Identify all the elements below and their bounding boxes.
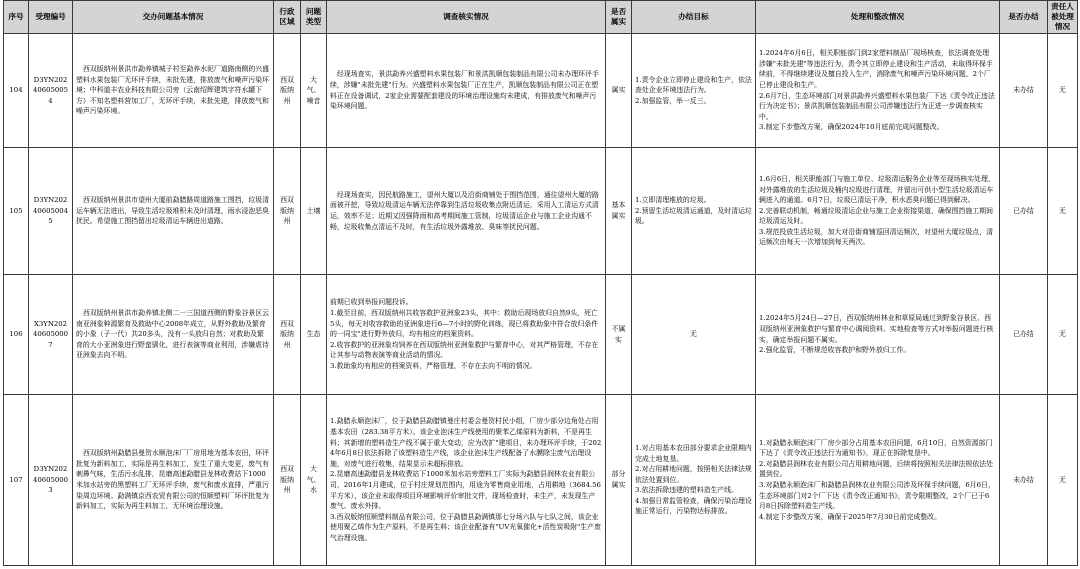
handling-line: 3.规范投放生活垃圾，加大对沿街商铺巡回清运频次，对望州大厦垃圾点，清运频次由每天一次增加到每天两次。	[759, 227, 993, 247]
table-row	[4, 275, 1078, 395]
table-header-row	[4, 1, 1078, 34]
cell-code: X3YN202406050007	[29, 275, 73, 395]
cell-goal	[632, 148, 756, 275]
header-handling: 处理和整改情况	[756, 1, 1000, 34]
table-row	[4, 34, 1078, 148]
goal-line: 2.预留生活垃圾清运通道，及时清运垃圾。	[635, 206, 752, 226]
handling-line: 1.2024年5月24日—27日，西双版纳州林业和草原局通过到野象谷景区、西双版纳州亚洲象救护与繁育中心调阅资料、实地检查等方式对举报问题进行核实，确定举报问题不属实。	[759, 314, 994, 344]
table-row	[4, 148, 1078, 275]
header-region: 行政区域	[274, 1, 301, 34]
handling-line: 2.对勐腊县润林农业有限公司占用耕地问题，后续将按照相关法律法规依法处置到位。	[759, 459, 993, 479]
handling-line: 1.6月6日，相关职能部门与施工单位、垃圾清运服务企业等至现场核实处理，对外露堆放的生活垃圾及桶内垃圾进行清理，并留出可供小型生活垃圾清运车辆进入的通道。6月7日，垃圾已清运干净，积水恶臭问题已得到解决。	[759, 174, 995, 205]
cell-closed: 未办结	[1000, 34, 1048, 148]
cell-investigation: 经现场查实，因民航路施工，望州大厦以及沿街商铺处于围挡范围，通往望州大厦的路面被开挖，导致垃圾清运车辆无法停靠到生活垃圾收集点附近清运，采用人工清运方式清运，效率不足；近期又因强降雨和高考期间施工管制，垃圾清运企业与施工企业沟通不畅，垃圾收集点清运不及时，有生活垃圾外露堆放、臭味等扰民问题。	[327, 148, 606, 275]
cell-seq: 106	[4, 275, 29, 395]
cell-code: D3YN202406050054	[29, 34, 73, 148]
cell-handling	[756, 395, 1000, 566]
cell-region: 西双版纳州	[274, 34, 301, 148]
goal-line: 1.立即清理堆放的垃圾。	[635, 196, 711, 205]
investigation-line: 2.昆磨高速勐腊县龙林收费站下1000米加水站旁塑料工厂实际为勐腊县润林农业有限公司，2016年1月建成，位于村庄规划范围内，用途为零售商业用地，占用耕地（3684.56平方米），该企业未取得项目环境影响评价审批文件，现场检查时，未生产，未发现生产废气、废水外排。	[330, 470, 601, 511]
handling-line: 3.对勐腊永顺泡沫厂和勐腊县润林农业有限公司涉及环保手续问题，6月6日，生态环境部门对2个厂下达《责令改正通知书》，责令限期整改，2个厂已于6月8日拆除塑料造生产线。	[759, 481, 995, 511]
investigation-line: 2.收容救护的亚洲象均饲养在西双版纳州亚洲象救护与繁育中心，对其严格管理，不存在让其参与动物表演等商业活动的情况。	[330, 340, 599, 360]
header-accountability: 责任人被处理情况	[1048, 1, 1078, 34]
cell-type: 大气、水	[301, 395, 327, 566]
cell-investigation	[327, 275, 606, 395]
handling-line: 2.6月7日，生态环境部门对景洪勐养兴盛塑料水果包装厂下达《责令改正违法行为决定书》；景洪凯顺包装制品有限公司涉嫌违法行为正进一步调查核实中。	[759, 91, 995, 121]
cell-closed: 已办结	[1000, 148, 1048, 275]
case-table	[3, 0, 1078, 566]
handling-line: 1.2024年6月6日，相关职能部门到2家塑料制品厂现场核查，依法调查处理涉嫌"未批先建"等违法行为，责令其立即停止建设和生产活动，未取得环保手续前，不得继续建设及擅自投入生产，消除废气和噪声污染环境问题，2个厂已停止建设和生产。	[759, 49, 993, 89]
handling-line: 3.制定下步整改方案，确保2024年10月底前完成问题整改。	[759, 123, 944, 132]
header-closed: 是否办结	[1000, 1, 1048, 34]
investigation-line: 1.截至目前，西双版纳州共收容救护亚洲象23头，其中：救助后现场放归自然9头，死亡5头，每天对收容救助的亚洲象进行6—7小时的野化训练，现已将救助象中符合放归条件的一同宝"进行野外放归，均有相应的档案资料。	[330, 309, 599, 339]
cell-goal: 无	[632, 275, 756, 395]
cell-issue: 西双版纳州景洪市勐养镇城子村至勐养水泥厂道路南侧的兴盛塑料水果包装厂无环评手续，未批先建，排放废气和噪声污染环境；中科道丰农业科技有限公司旁（云南绍辉建筑字符水罐下方）不知名塑料营加工厂，无环评手续，未批先建，排放废气和噪声污染环境。	[73, 34, 274, 148]
handling-line: 2.完善联动机制，畅通垃圾清运企业与施工企业衔接渠道，确保围挡施工期间垃圾清运及时。	[759, 206, 993, 226]
cell-accountability: 无	[1048, 34, 1078, 148]
cell-handling	[756, 148, 1000, 275]
cell-verified: 属实	[606, 34, 632, 148]
header-type: 问题类型	[301, 1, 327, 34]
cell-issue: 西双版纳州景洪市望州大厦前勐腊路周道路施工围挡，垃圾清运车辆无法进出，导致生活垃圾堆积未及时清理，雨水浸泡恶臭扰民。希望施工围挡留出垃圾清运车辆进出道路。	[73, 148, 274, 275]
cell-region: 西双版纳州	[274, 148, 301, 275]
header-goal: 办结目标	[632, 1, 756, 34]
cell-code: D3YN202406050045	[29, 148, 73, 275]
investigation-line: 前期已收到举报问题投诉。	[330, 298, 413, 307]
cell-handling	[756, 34, 1000, 148]
cell-goal	[632, 395, 756, 566]
cell-verified: 不属实	[606, 275, 632, 395]
header-code: 受理编号	[29, 1, 73, 34]
cell-issue: 西双版纳州勐腊县曼贺水顺泡沫厂厂房用地为基本农田，环评批复为新料加工，实际是再生料加工，发生了重大变更，废气有刺鼻气味，生活污水乱排，昆磨高速勐腊县龙林收费站下1000米加水站旁的黑塑料工厂无环评手续，废气和废水直排，严重污染周边环境。勐满镇京西农贸有限公司的恒顺塑料厂环评批复为新料加工，实际为再生料加工，无环境治理设施。	[73, 395, 274, 566]
cell-seq: 105	[4, 148, 29, 275]
cell-accountability: 无	[1048, 275, 1078, 395]
cell-seq: 107	[4, 395, 29, 566]
cell-verified: 部分属实	[606, 395, 632, 566]
cell-investigation: 经现场查实，景洪勐养兴盛塑料水果包装厂和景洪凯顺包装制品有限公司未办理环评手续，涉嫌"未批先建"行为。兴盛塑料水果包装厂正在生产，凯顺包装制品有限公司正在塑料正在设备调试，2家企业需要配套建设的环境治理设施均未建成，有排放废气和噪声污染环境问题。	[327, 34, 606, 148]
cell-verified: 基本属实	[606, 148, 632, 275]
cell-closed: 未办结	[1000, 395, 1048, 566]
cell-type: 大气、噪音	[301, 34, 327, 148]
cell-accountability: 无	[1048, 395, 1078, 566]
header-verified: 是否属实	[606, 1, 632, 34]
goal-line: 2.对占用耕地问题，按照相关法律法规依法处置到位。	[635, 465, 752, 484]
cell-handling	[756, 275, 1000, 395]
goal-line: 1.对占用基本农田部分要求企业限期内完成土地复垦。	[635, 443, 752, 463]
header-seq: 序号	[4, 1, 29, 34]
cell-investigation	[327, 395, 606, 566]
cell-type: 生态	[301, 275, 327, 395]
handling-line: 4.制定下步整改方案，确保于2025年7月30日前完成整改。	[759, 512, 941, 521]
goal-line: 1.责令企业立即停止建设和生产，依法查处企业环境违法行为。	[635, 75, 752, 95]
cell-region: 西双版纳州	[274, 395, 301, 566]
header-investigation: 调查核实情况	[327, 1, 606, 34]
cell-issue: 西双版纳州景洪市勐养镇北侧二一三国道西侧的野象谷景区云南亚洲象种源繁育及救助中心2008年成立，从野外救助及繁育的小象（子一代）共20多头，没有一头放归自然；对救助及繁育的大小亚洲象进行野蛮驯化，进行表演等商业利用，涉嫌虐待亚洲象去向不明。	[73, 275, 274, 395]
investigation-line: 3.救助象均有相应的档案资料，严格管理，不存在去向不明的情况。	[330, 361, 537, 370]
cell-goal	[632, 34, 756, 148]
goal-line: 2.加强监管，举一反三。	[635, 96, 711, 105]
cell-accountability: 无	[1048, 148, 1078, 275]
investigation-line: 3.西双版纳恒顺塑料制品有限公司，位于勐腊县勐满镇那七分场六队与七队之间，该企业使用聚乙烯作为生产原料，不是再生料；该企业配备有"UV光氧催化+活性炭吸附"生产废气治理设施。	[330, 512, 601, 542]
investigation-line: 1.勐腊永顺泡沫厂，位于勐腊县勐腊镇曼庄村委会曼贺村民小组，厂房少部分边角处占用基本农田（283.38平方米）。该企业泡沫生产线使用的聚苯乙烯原料为新料，不是再生料；其新增的塑料造生产线不属于重大变动，应为改扩"建项目，未办理环评手续，于2024年6月8日依法拆除了该塑料造生产线，该企业泡沫生产线配备了水膜除尘废气治理设施，对废气进行收集，结果显示未超标排放。	[330, 417, 602, 468]
goal-line: 4.加强日常监管检查，确保污染治理设施正常运行，污染物达标排放。	[635, 496, 752, 516]
table-row	[4, 395, 1078, 566]
goal-line: 3.依法拆除违建的塑料造生产线。	[635, 486, 739, 495]
cell-region: 西双版纳州	[274, 275, 301, 395]
cell-type: 土壤	[301, 148, 327, 275]
cell-seq: 104	[4, 34, 29, 148]
header-issue: 交办问题基本情况	[73, 1, 274, 34]
handling-line: 2.强化监管，不断规范收容救护和野外放归工作。	[759, 346, 911, 355]
handling-line: 1.对勐腊永顺泡沫厂厂房少部分占用基本农田问题，6月10日，自然资源部门下达了《责令改正违法行为通知书》，现正在拆除复垦中。	[759, 438, 993, 458]
cell-code: D3YN202406050003	[29, 395, 73, 566]
cell-closed: 已办结	[1000, 275, 1048, 395]
